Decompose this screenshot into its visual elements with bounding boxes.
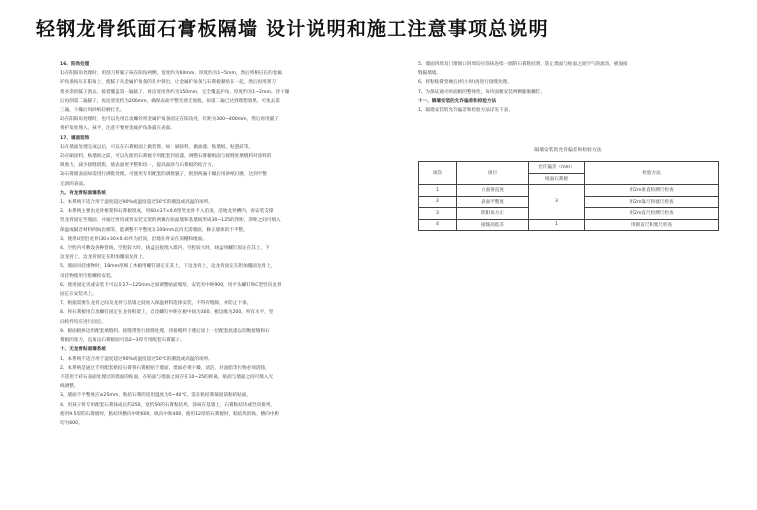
paragraph-line: 固定在安装夹上。 (60, 292, 97, 298)
paragraph-line: 将护角处埋入，抹平，注意不要将金属护角条露在表面。 (60, 126, 175, 132)
paragraph-line: 线调整。 (60, 384, 79, 390)
header-tolerance-sub: 纸面石膏板 (529, 173, 585, 185)
section-heading: 16、阳角处理 (60, 62, 90, 67)
paragraph-line: 竖龙骨固定至墙面，并通过剪切或背安装支架的两翼在贴面墙和基墙间形成30~125的净距，净距之间可填入 (60, 218, 281, 224)
paragraph-line: 5、墙面四周及门窗洞口四周均应涂抹连续一圈的石膏粘结剂，防止墙面与贴面之间空气的流动，板面接 (418, 62, 628, 67)
paragraph-line: 4、用抹子将专用配套石膏抹成长约250，宽约50的石膏粘结块，涂抹在基墙上，石膏粘结块或竖向排列， (60, 402, 276, 408)
paragraph-line: 3、使用U型沿龙骨(30×30×0.4)作为沿顶，沿地在骨安在顶棚和地面。 (60, 236, 207, 242)
paragraph-line: 三遍，干燥后用砂纸轻磨打光。 (60, 108, 125, 114)
section-heading: 十、无龙骨贴面墙系统 (60, 347, 106, 353)
left-text-column (60, 60, 340, 504)
cell-tolerance: 1 (529, 219, 585, 231)
paragraph-line: 膏板的张力，直角边石膏板面可涂2~3厚专用配套石膏腻子。 (60, 338, 185, 344)
cell-no: 3 (419, 208, 457, 220)
paragraph-line: 2)在阳阳角处理时，也可以先用自攻螺丝将金属护角条固定在阳角处，钉距为300~400mm，然后再用腻子 (60, 117, 279, 123)
section-heading: 十一、隔墙安装的允许偏差和检验方法 (418, 98, 497, 104)
paragraph-line: 8、将石膏板用自攻螺钉固定在龙骨框架上，自攻螺钉中距在板中间为300，板边缘为200，所有水平，竖 (60, 310, 274, 316)
cell-item: 表面平整度 (457, 196, 529, 208)
paragraph-line: 9、板面板拼边用配套填缝料、接缝带进行接缝处理，待接缝料干透后涂上一层配套底漆以均衡接缝和石 (60, 328, 270, 334)
paragraph-line: 1)在阳阳角处理时，用刮刀将腻子抹在阳角两侧，宽度约为60mm，厚度约为1~5mm，然后将相应长的金属 (60, 71, 282, 77)
cell-method: 用钢直尺和塞尺检查 (585, 219, 719, 231)
paragraph-line: 缝隔墙墙。 (418, 71, 441, 77)
paragraph-line: 4、空腔内可敷设各种管线，空腔较大时，线盒直接埋入墙内，空腔较大时，线盒用螺钉固定在其上，下 (60, 246, 270, 252)
cell-item: 阴阳角方正 (457, 208, 529, 220)
paragraph-line: 6、使用固定夹或安装卡可以在27~125mm之间调整贴面墙厚，安装夹中距900，用平头螺钉和C型竖向龙骨 (60, 282, 282, 288)
paragraph-line: 后再刮第二遍腻子，再边宽度约为200mm，确保表面平整光滑无划痕。如第二遍已达到理想效果，可免去第 (60, 98, 280, 104)
paragraph-line: 2、本系统是通过专用配套粘结石膏将石膏板贴于墙面，墙面必须干燥，清洁，对油脂等污物必须清除， (60, 365, 270, 371)
header-method: 检验方法 (585, 162, 719, 185)
cell-item: 立面垂直度 (457, 185, 529, 197)
paragraph-line: 护角条按压在阳角上，使腻子从金属护角条的孔中挤出，让金属护角条与石膏板紧贴在一起，然后再用刮刀 (60, 80, 276, 86)
paragraph-line: 将多余的腻子刮去。接着覆盖第一遍腻子，再边宽度各约为150mm，完全覆盖护角，厚度约为1~2mm。待干燥 (60, 89, 290, 95)
paragraph-line: 吊挂物使用空腔螺栓安装。 (60, 273, 116, 279)
table-row (419, 219, 719, 231)
cell-item: 接缝高低差 (457, 219, 529, 231)
paragraph-line: 无滑的表面。 (60, 181, 88, 187)
paragraph-line: 2、本系统主要由龙骨框架和石膏板组成，用60×27×0.6型竖龙骨卡入沿顶、沿地龙骨槽内，再安装支撑 (60, 209, 274, 215)
paragraph-line: 6、将粘贴膏变硬后(约小时)再进行接缝处理。 (418, 80, 512, 86)
cell-tolerance-merged: 3 (529, 185, 585, 220)
paragraph-line: 1、本系统不适合用于湿度超过90%或温度超过50℃的潮湿或高温的场所。 (60, 356, 213, 362)
cell-method: 用2m垂直检测尺检查 (585, 185, 719, 197)
paragraph-line: 均为600。 (60, 420, 83, 426)
paragraph-line: 2)在刷涂料，贴墙纸之前，可以先使用石膏板专用配套封底漆，调整石膏板纸面与接缝处填缝料对涂料的 (60, 154, 272, 160)
section-heading: 九、有龙骨贴面墙系统 (60, 190, 106, 196)
section-heading: 17、墙面装饰 (60, 135, 90, 141)
paragraph-line: 使用9.5厚的石膏板时，粘结块横向中距600，纵向中距400，使用12厚的石膏板时，粘结块的纵、横向中距 (60, 411, 280, 417)
header-no: 项次 (419, 162, 457, 185)
paragraph-line: 1)在墙面处理完成以后，可以在石膏板面上做装饰，如：刷涂料，做油漆，贴墙纸，贴瓷砖等。 (60, 144, 254, 150)
paragraph-line: 边龙骨上，边龙骨固定在附加覆面龙骨上。 (60, 255, 148, 261)
paragraph-line: 保温或隔音材料例如岩棉等，能调整不平整度在100mm以内无需墙面，修正墙体的不平整。 (60, 227, 248, 233)
page-title: 轻钢龙骨纸面石膏板隔墙 设计说明和施工注意事项总说明 (36, 18, 549, 40)
paragraph-line: 3)石膏板表面如需进行满批处理，可使用专用配套的满批腻子，批刮两遍干燥后用砂纸打磨，达到平整 (60, 172, 267, 178)
paragraph-line: 1、本系统不适合用于湿度超过90%或温度超过50℃的潮湿或高温的场所。 (60, 200, 213, 206)
paragraph-line: 3、墙面不平整度应≤25mm，粘结石膏的适用温度为5~40℃，需在粘结膏凝固前粘结贴面。 (60, 393, 251, 399)
cell-no: 1 (419, 185, 457, 197)
paragraph-line: 吸收力，减少接缝阴影，使表面更平整和均一，提高面涂与石膏板的结合力。 (60, 163, 217, 169)
tolerance-table (418, 161, 719, 231)
table-header-row (419, 162, 719, 174)
header-item: 项目 (457, 162, 529, 185)
paragraph-line: 不适用于砖石表面处理过的墙面的贴面，在贴面与墙面之间存在10~25的距离，贴面与墙面之间可填入无 (60, 374, 274, 380)
paragraph-line: 5、墙面吊挂重物时，18mm厚细工木板用螺钉固定在其上，下边龙骨上，边龙骨固定在附加覆面龙骨上， (60, 264, 276, 270)
paragraph-line: 向构件均应进行固定。 (60, 319, 106, 325)
paragraph-line: 1、隔墙安装的允许偏差和检验方法详见下表。 (418, 108, 513, 114)
table-caption: 隔墙安装的允许偏差和检验方法 (534, 148, 602, 153)
cell-no: 4 (419, 219, 457, 231)
header-tolerance: 允许偏差（mm） (529, 162, 585, 174)
paragraph-line: 7、为保证通火时面板的整体性，每块面板安装两颗膨胀螺钉。 (418, 89, 545, 95)
cell-method: 用2m直尺检测尺检查 (585, 208, 719, 220)
paragraph-line: 7、根据需要在龙骨之间及龙骨与基墙之间放入保温材料选择安装，不得有缝隙，并防止下垂。 (60, 301, 252, 307)
cell-no: 2 (419, 196, 457, 208)
table-row (419, 185, 719, 197)
cell-method: 用2m靠尺和塞尺检查 (585, 196, 719, 208)
